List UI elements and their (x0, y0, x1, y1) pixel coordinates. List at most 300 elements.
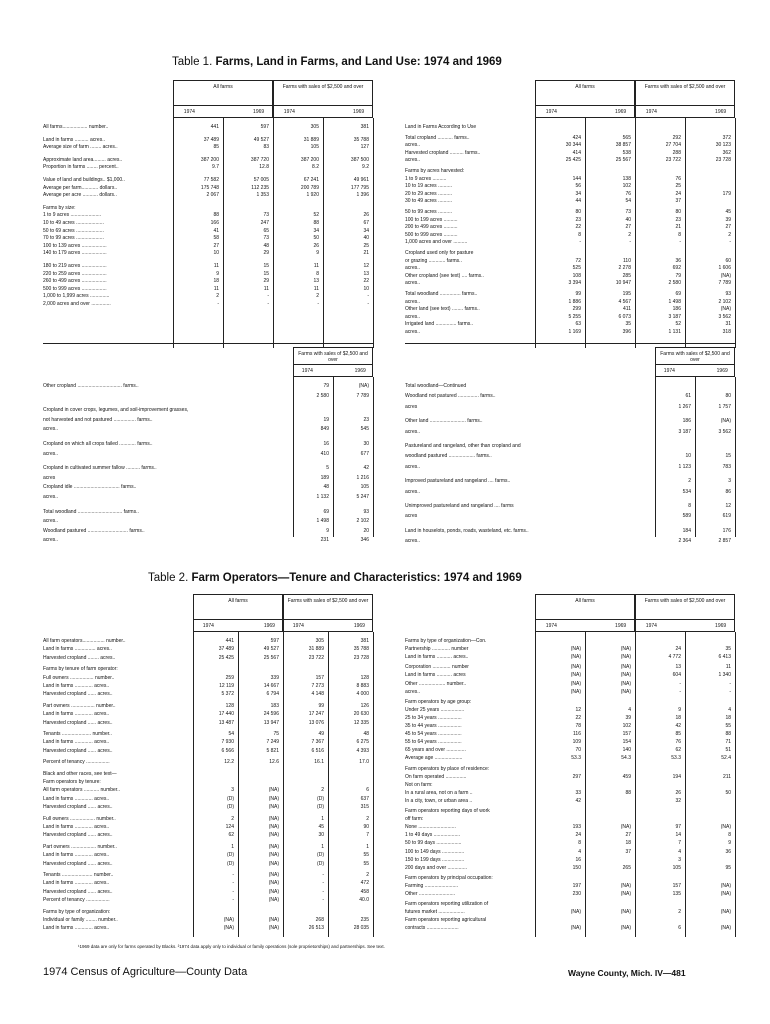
table1-left-lower-row-value: 20 (363, 527, 369, 534)
table2-left-row-value: 16.1 (314, 759, 324, 766)
table1-right-row (405, 183, 735, 189)
table2-left-row-label: Harvested cropland ...... acres.. (43, 888, 113, 895)
table1-left-row (43, 124, 373, 130)
table2-right-row-value: 97 (675, 824, 681, 831)
table1-right-row-value: 56 (575, 183, 581, 190)
table2-right-row-value: 194 (672, 773, 681, 780)
table1-right-row-label: acres.. (405, 313, 421, 320)
table1-right-row-value: 22 (575, 224, 581, 231)
table2-right-row-value: - (729, 680, 731, 687)
table1-left-row-value: 441 (210, 124, 219, 130)
table1-right-row-label: 10 to 19 acres .......... (405, 183, 452, 190)
table1-right-lower-header-caption: Farms with sales of $2,500 and over (660, 351, 730, 363)
table1-right-row-value: 93 (725, 291, 731, 297)
table2-left-row-label: Harvested cropland ...... acres.. (43, 747, 113, 754)
table1-right-lower-row (405, 443, 735, 449)
table1-right-row-value: 63 (575, 321, 581, 328)
table1-right-row-value: 69 (675, 291, 681, 297)
table2-right-row (405, 715, 735, 721)
table2-right-row-label: 100 to 149 days ................ (405, 848, 465, 855)
table2-left-row-value: 25 567 (263, 654, 279, 661)
table1-right-row-value: 2 278 (618, 265, 631, 272)
table1-left-lower-row (43, 465, 373, 471)
table1-right-lower-row-label: Woodland not pastured ............... farms.. (405, 393, 496, 400)
table1-left-row-value: - (317, 301, 319, 307)
table2-right-row-value: (NA) (570, 672, 581, 679)
table1-left-header-all-farms (173, 80, 273, 118)
table1-right-row-label: Total cropland ........... farms.. (405, 134, 470, 141)
table2-left-row-value: - (232, 888, 234, 895)
table2-right-row-label: Farm operators reporting days of work (405, 808, 490, 814)
table2-right-row-value: (NA) (620, 891, 631, 897)
table2-left-row-value: - (322, 888, 324, 895)
table1-right-row-value: 54 (625, 198, 631, 205)
table1-left-row (43, 293, 373, 299)
table1-right-lower-row-value: 2 (688, 478, 691, 485)
table2-right-row-label: acres.. (405, 688, 421, 695)
table1-left-row (43, 250, 373, 256)
table2-left-row-value: 14 667 (263, 683, 279, 689)
table1-left-row-value: - (367, 301, 369, 307)
table2-left-panel (43, 594, 373, 939)
table2-left-row-label: Farms by type of organization: (43, 908, 111, 915)
table1-right-row-value: 288 (672, 149, 681, 156)
table1-right-row-label: Harvested cropland .......... farms.. (405, 149, 481, 156)
table1-left-row-value: 18 (213, 278, 219, 285)
table1-left-lower-row-label: acres.. (43, 494, 59, 500)
table2-left-row-value: 157 (315, 674, 324, 681)
table1-left-row (43, 243, 373, 249)
table1-left-lower-row-label: acres.. (43, 518, 59, 525)
table1-right-row-label: Other land (see text) ........ farms.. (405, 306, 480, 313)
table1-left-row-value: 11 (213, 285, 219, 292)
table1-right-row-value: 424 (572, 134, 581, 141)
table2-left-row-label: Harvested cropland ...... acres.. (43, 804, 113, 811)
table1-left-row (43, 228, 373, 234)
table2-left-row-value: (NA) (268, 872, 279, 878)
table2-left-row-value: 26 513 (308, 925, 324, 932)
table1-left-lower-row (43, 441, 373, 447)
table1-right-lower-row-value: 12 (725, 503, 731, 509)
table2-left-row-label: Harvested cropland ........ acres.. (43, 654, 116, 661)
table2-left-row-label: Tenants ..................... number.. (43, 731, 112, 737)
table2-right-row-value: 37 (625, 848, 631, 855)
table1-left-row-value: 175 748 (200, 184, 219, 191)
table1-left-row-value: 58 (213, 235, 219, 242)
table2-left-row-label: All farm operators ........... number.. (43, 787, 120, 794)
table2-right-row-value: (NA) (720, 925, 731, 932)
table1-right-row-value: 1 498 (668, 298, 681, 305)
table2-left-row-value: (NA) (268, 888, 279, 895)
table2-left-row-value: 2 (366, 815, 369, 822)
table2-right-row-value: 88 (625, 789, 631, 796)
table1-title-years: 1974 and 1969 (423, 56, 502, 68)
table2-right-row-value: 157 (622, 731, 631, 738)
table1-right-row-label: 200 to 499 acres .......... (405, 224, 458, 231)
table2-right-row-value: 109 (572, 739, 581, 746)
table1-left-row-label: 1 to 9 acres ...................... (43, 212, 102, 219)
table1-right-lower-row-value: 3 562 (718, 428, 731, 435)
table2-left-row (43, 779, 373, 785)
table2-left-row (43, 703, 373, 709)
table1-right-row-value: 195 (622, 291, 631, 297)
table2-left-row-value: 12.2 (224, 759, 234, 766)
table1-left-lower-row-value: 5 247 (356, 494, 369, 500)
table2-right-row-value: 3 (678, 856, 681, 863)
table1-right-header-caption: All farms (575, 84, 595, 90)
table2-right-header-year-1969: 1969 (715, 623, 727, 629)
table1-left-lower-row (43, 484, 373, 490)
table1-left-row (43, 301, 373, 307)
table2-right-row (405, 917, 735, 923)
table1-right-lower-row (405, 383, 735, 389)
table2-title (148, 572, 522, 584)
table1-right-lower-row-label: acres (405, 513, 418, 520)
table2-left-row-value: (NA) (268, 824, 279, 830)
table2-right-row (405, 739, 735, 745)
table1-left-row-value: 12 (363, 263, 369, 269)
table2-left-row-value: 31 889 (308, 646, 324, 653)
table1-right-lower-row-label: Land in houselots, ponds, roads, wasteland, etc. farms.. (405, 527, 529, 534)
table2-right-row-value: (NA) (620, 646, 631, 653)
table2-right-row-value: 265 (622, 864, 631, 871)
table2-left-header-rule (194, 619, 282, 620)
table2-left-row-value: 183 (270, 702, 279, 709)
table2-left-row-value: 49 (318, 731, 324, 737)
table1-right-row-value: 23 (575, 216, 581, 223)
table2-left-row-value: 24 596 (263, 711, 279, 718)
table2-left-row (43, 824, 373, 830)
table1-left-lower-row-label: Cropland in cultivated summer fallow .......... farms.. (43, 465, 157, 472)
table1-left-lower-row-label: acres (43, 474, 56, 481)
table1-left-lower-row-value: 19 (323, 416, 329, 423)
table1-left-row-value: 57 005 (253, 177, 269, 183)
table1-left-lower-row (43, 509, 373, 515)
table1-left-row (43, 271, 373, 277)
table1-right-row-value: 414 (572, 149, 581, 156)
table2-right-row-value: 27 (625, 832, 631, 839)
table1-right-lower-header-year-1969: 1969 (716, 368, 728, 374)
table1-right-row-value: 2 (728, 231, 731, 238)
table2-right-row (405, 840, 735, 846)
table1-right-row (405, 265, 735, 271)
table1-right-header-rule (536, 105, 634, 106)
table1-right-row-label: acres.. (405, 157, 421, 164)
table2-left-row-value: 30 (318, 832, 324, 839)
table1-right-row (405, 191, 735, 197)
table1-right-row-value: 565 (622, 134, 631, 141)
table1-left-row-value: 9.7 (212, 164, 219, 171)
table2-right-row-value: - (729, 688, 731, 695)
table1-right-row-value: 179 (722, 190, 731, 197)
table1-right-row-value: 36 (675, 257, 681, 264)
footer-publication: 1974 Census of Agriculture—County Data (43, 966, 248, 978)
table1-left-lower-row-label: Cropland on which all crops failed ............ farms.. (43, 441, 153, 447)
table2-right-row-value: 55 (725, 723, 731, 729)
table2-right-row-value: (NA) (720, 891, 731, 897)
table2-left-row-value: 75 (273, 731, 279, 737)
table1-right-lower-row (405, 513, 735, 519)
table1-right-row-value: 1 886 (568, 298, 581, 305)
table2-right-row-value: 8 (578, 840, 581, 847)
table1-right-header-caption: Farms with sales of $2,500 and over (644, 84, 726, 90)
table1-left-lower-row-label: acres.. (43, 450, 59, 457)
table1-right-row-label: 50 to 99 acres .......... (405, 209, 452, 215)
table2-left-row-value: (D) (317, 795, 324, 802)
table2-right-header-sales-2500 (635, 594, 735, 632)
table2-right-row-label: Farm operators reporting agricultural (405, 917, 487, 924)
table2-left-row-label: Percent of tenancy ................. (43, 759, 110, 766)
table1-left-row-label: Value of land and buildings.. $1,000.. (43, 177, 125, 183)
table2-right-header-year-1969: 1969 (615, 623, 627, 629)
table1-left-row-value: 9 (316, 250, 319, 257)
table2-right-row-value: 33 (575, 789, 581, 796)
table2-right-row (405, 747, 735, 753)
table2-right-row-value: (NA) (570, 664, 581, 671)
table2-left-header-rule (284, 619, 372, 620)
table2-left-row-value: 17 440 (218, 711, 234, 718)
table1-right-row-value: 72 (575, 257, 581, 264)
table2-right-row-value: 105 (672, 864, 681, 871)
table2-right-row-value: 1 340 (718, 672, 731, 679)
table1-right-row-value: 692 (672, 265, 681, 272)
table2-right-row-label: 65 years and over .............. (405, 747, 466, 754)
table2-right-row-label: Other .......................... (405, 891, 456, 897)
table1-right-row (405, 280, 735, 286)
table1-right-row-value: 23 728 (715, 157, 731, 164)
table2-left-row-label: All farm operators................ number.. (43, 638, 126, 644)
table2-right-row-value: (NA) (620, 882, 631, 889)
table2-left-row (43, 897, 373, 903)
table1-right-lower-row-value: 3 (728, 478, 731, 485)
table1-right-row-value: 52 (675, 321, 681, 328)
table2-left-row-value: 6 566 (221, 747, 234, 754)
table2-left-row (43, 691, 373, 697)
table1-left-lower-row-value: 346 (360, 537, 369, 544)
table1-left-row-value: 11 (213, 263, 219, 269)
table1-right-row-value: 80 (675, 209, 681, 215)
table2-left-row-label: Land in farms ............. acres.. (43, 711, 110, 718)
table2-left-row-value: (D) (317, 852, 324, 859)
table1-left-lower-row (43, 537, 373, 543)
table2-left-row-value: 17 247 (308, 711, 324, 718)
table1-right-row-value: 45 (725, 209, 731, 215)
table1-right-lower-row (405, 528, 735, 534)
table2-left-row (43, 683, 373, 689)
table1-left-row-value: 13 (313, 278, 319, 285)
table1-right-row-value: 27 704 (665, 142, 681, 149)
table1-right-lower-row-value: 8 (688, 503, 691, 509)
table1-left-row (43, 185, 373, 191)
table2-left-row-value: (D) (227, 852, 234, 859)
table2-right-row-value: - (679, 680, 681, 687)
table2-left-row (43, 909, 373, 915)
table2-right-row-value: 18 (625, 840, 631, 847)
table1-left-row-value: 387 200 (300, 156, 319, 163)
table2-left-row-value: 1 (321, 815, 324, 822)
table1-left-header-year-1969: 1969 (253, 109, 265, 115)
table2-left-row (43, 816, 373, 822)
table1-left-row (43, 212, 373, 218)
table2-left-row-value: 1 (231, 843, 234, 850)
table1-right-row (405, 232, 735, 238)
table1-left-row (43, 144, 373, 150)
table2-right-row-value: 71 (725, 739, 731, 746)
table2-right-row-label: Farm operators reporting utilization of (405, 901, 489, 908)
footer-page-ref: Wayne County, Mich. IV—481 (568, 968, 686, 978)
table1-right-row-label: acres.. (405, 142, 421, 149)
table2-right-row (405, 689, 735, 695)
table1-right-row-value: 538 (622, 149, 631, 156)
table2-left-row-value: 13 076 (308, 719, 324, 726)
table1-left-lower-column-rule (373, 377, 374, 537)
table1-left-row-label: 1,000 to 1,999 acres .............. (43, 293, 110, 300)
table2-right-row-value: (NA) (720, 882, 731, 889)
table2-right-row-label: Land in farms ........... acres.. (405, 654, 469, 661)
table1-right-row-value: 37 (675, 198, 681, 205)
table2-left-row (43, 739, 373, 745)
table2-right-row-value: 12 (575, 706, 581, 713)
table2-left-row-value: 124 (225, 824, 234, 830)
table2-left-row (43, 796, 373, 802)
table2-left-header-caption: Farms with sales of $2,500 and over (287, 598, 369, 604)
table1-left-row-value: 10 (363, 285, 369, 292)
table2-right-row (405, 731, 735, 737)
table2-left-row-value: 40.0 (359, 897, 369, 904)
table1-right-lower-row-value: 15 (725, 453, 731, 460)
table2-left-row-value: 458 (360, 888, 369, 895)
table2-left-row-value: 315 (360, 804, 369, 811)
table1-left-row-label: 180 to 219 acres .................. (43, 263, 107, 269)
table2-left-row-value: - (322, 872, 324, 878)
table2-left-row (43, 646, 373, 652)
table1-right-row-value: 5 255 (568, 313, 581, 320)
table1-left-row-value: - (267, 293, 269, 300)
table1-left-row-value: 11 (313, 263, 319, 269)
table2-title-main: Farm Operators—Tenure and Characteristics: (191, 572, 441, 584)
table1-left-row-value: 41 (213, 227, 219, 234)
table2-right-row-value: 102 (622, 723, 631, 729)
table2-left-row-value: 597 (270, 638, 279, 644)
table1-right-lower-row-label: Total woodland—Continued (405, 383, 467, 389)
table2-left-row-value: 268 (315, 917, 324, 923)
table1-right-row-value: 8 (578, 231, 581, 238)
table1-left-row-value: 10 (213, 250, 219, 257)
table1-right-row-value: 10 947 (615, 280, 631, 287)
table2-right-row-value: (NA) (620, 664, 631, 671)
table2-left-row-value: 12.6 (269, 759, 279, 766)
table1-left-row-label: 100 to 139 acres .................. (43, 242, 107, 249)
table2-right-row-value: 4 (628, 706, 631, 713)
table2-right-row (405, 782, 735, 788)
table1-left-row-label: 140 to 179 acres .................. (43, 250, 107, 257)
table1-right-header-year-1969: 1969 (615, 109, 627, 115)
table1-right-lower-row-value: 186 (682, 418, 691, 425)
table1-right-row-value: 292 (672, 134, 681, 141)
table1-right-row-label: acres.. (405, 329, 421, 335)
table1-left-row-value: 27 (213, 242, 219, 249)
table1-right-lower-row (405, 489, 735, 495)
table2-right-row-value: 36 (725, 848, 731, 855)
table2-right-row (405, 857, 735, 863)
table2-left-row (43, 852, 373, 858)
table1-left-row-value: 34 (313, 227, 319, 234)
table1-left-row-value: 12.8 (259, 164, 269, 171)
table1-left-lower-row-value: 79 (323, 383, 329, 389)
table2-right-row-label: Farming ........................ (405, 882, 459, 889)
table1-right-row (405, 124, 735, 130)
table2-left-row (43, 872, 373, 878)
table1-left-header-year-1974: 1974 (183, 109, 195, 115)
table2-title-years: 1974 and 1969 (443, 572, 522, 584)
table2-right-row-value: 4 772 (668, 654, 681, 661)
table1-left-row-value: 1 396 (356, 192, 369, 199)
table2-right-row-value: (NA) (620, 680, 631, 687)
table2-left-row-value: 13 947 (263, 719, 279, 726)
table2-left-row (43, 889, 373, 895)
table1-left-row-value: 200 789 (300, 184, 319, 191)
table2-left-row (43, 844, 373, 850)
table1-left-row-value: 22 (363, 278, 369, 285)
table1-left-row-value: 49 527 (253, 136, 269, 143)
table2-right-row-label: futures market ................... (405, 909, 465, 916)
table1-right-column-rule (735, 118, 736, 348)
table2-right-row-value: 53.3 (671, 755, 681, 762)
table2-left-row-value: 2 (366, 872, 369, 878)
table2-right-row (405, 875, 735, 881)
table1-right-row (405, 150, 735, 156)
table1-right-lower-row-value: 80 (725, 393, 731, 400)
table2-right-row-value: 26 (675, 789, 681, 796)
table1-right-row-value: 285 (622, 272, 631, 279)
table1-right-row-value: 2 580 (668, 280, 681, 287)
table1-left-lower-row-label: Cropland idle ................................. farms.. (43, 484, 137, 491)
table1-left-row (43, 157, 373, 163)
table1-left-lower-row (43, 417, 373, 423)
table1-left-row-value: 73 (263, 212, 269, 219)
table1-right-row-value: 40 (625, 216, 631, 223)
table1-right-row (405, 258, 735, 264)
table1-left-row-value: 2 067 (206, 192, 219, 199)
table1-left-row-label: 2,000 acres and over .............. (43, 301, 111, 307)
table2-left-row-value: 441 (225, 638, 234, 644)
table1-right-row-value: - (579, 239, 581, 246)
table2-left-row-value: 25 425 (218, 654, 234, 661)
table2-right-row-value: 4 (678, 848, 681, 855)
table1-right-row-value: 396 (622, 329, 631, 335)
table1-left-row-value: 11 (263, 285, 269, 292)
table1-left-lower-row-value: 23 (363, 416, 369, 423)
table1-left-row (43, 278, 373, 284)
table1-left-row-value: 112 235 (251, 184, 269, 191)
table2-left-row (43, 720, 373, 726)
table1-left-lower-row-value: (NA) (358, 383, 369, 389)
table2-title-prefix: Table 2. (148, 572, 189, 584)
table1-title (172, 56, 502, 68)
table2-right-row-value: 14 (675, 832, 681, 839)
table1-right-row-label: Irrigated land ............... farms.. (405, 321, 474, 328)
table1-left-lower-row-value: 849 (320, 426, 329, 433)
table1-right-row-value: 1 606 (718, 265, 731, 272)
table2-right-row (405, 672, 735, 678)
table2-left-row-value: (NA) (268, 787, 279, 794)
table1-right-row-value: 23 722 (665, 157, 681, 164)
table2-right-row-value: 18 (675, 714, 681, 721)
table1-left-row-value: 597 (260, 124, 269, 130)
table1-left-row-value: 1 353 (256, 192, 269, 199)
table2-right-row (405, 891, 735, 897)
table2-right-row-label: Not on farm: (405, 781, 433, 788)
